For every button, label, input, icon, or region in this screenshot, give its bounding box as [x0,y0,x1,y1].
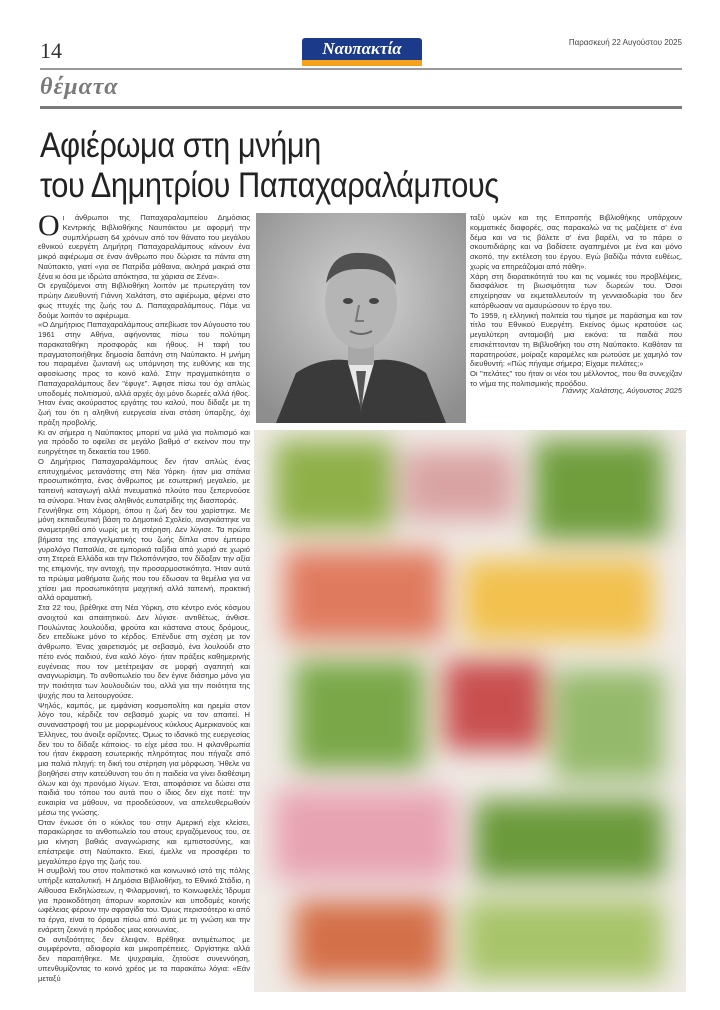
paragraph: ταξύ υμών και της Επιτροπής Βιβλιοθήκης υπάρχουν κομματικές διαφορές, σας παρακαλώ να τις μαζέψετε σ' ένα δέμα και να τις βάλετε σ' ένα βαρέλι, να το πάρει ο σκουπιδιάρης και να βαδίσετε αγαπημένοι με ένα και μόνο σκοπό, την εκτέλεση του έργου. Εγώ βαδίζω πάντα ευθέως, χωρίς να επηρεάζομαι από πάθη». [470,213,682,271]
newspaper-logo [302,38,422,66]
blurred-advertisement [254,430,686,992]
paragraph: Όταν ένιωσε ότι ο κύκλος του στην Αμερική είχε κλείσει, παρακώρησε το ανθοπωλείο του στους εργαζόμενους του, σε μια κίνηση βαθιάς αναγνώρισης και εμπιστοσύνης, και επέστρεψε στη Ναύπακτο. Εκεί, έμελλε να προσφέρει το μεγαλύτερο έργο της ζωής του. [38,817,250,866]
article-column-2 [470,213,682,413]
portrait-photo [256,213,466,423]
paragraph: Οι εργαζόμενοι στη Βιβλιοθήκη λοιπόν με πρωτεργάτη τον πρώην Διευθυντή Γιάννη Χαλάτση, στο αφιέρωμα, φέρνει στο φως πτυχές της ζωής του Δ. Παπαχαραλάμπους. Πάμε να δούμε λοιπόν το αφιέρωμα. [38,281,250,320]
paragraph: Στα 22 του, βρέθηκε στη Νέα Υόρκη, στο κέντρο ενός κόσμου ανοιχτού και απαιτητικού. Δεν λύγισε· αντιθέτως, άνθισε. Πουλώντας λουλούδια, φρούτα και κάστανα στους δρόμους, δεν επεδίωκε μόνο το κέρδος. Επένδυε στη σχέση με τον άνθρωπο. Ένας χαιρετισμός με σεβασμό, ένα λουλούδι στο πέτο ενός παιδιού, ένα καλό λόγο· ήταν πράξεις καθημερινής ευγένειας που τον μετέτρεψαν σε μορφή αγαπητή και αναγνωρίσιμη. Το ανθοπωλείο του δεν έγινε διάσημο μόνο για την ποιότητα των λουλουδιών του, αλλά για την ποιότητα της ψυχής που τα λειτουργούσε. [38,603,250,700]
article-headline [40,126,603,206]
portrait-image [256,213,466,423]
logo-text: Ναυπακτία [322,39,402,58]
paragraph: Κι αν σήμερα η Ναύπακτος μπορεί να μιλά για πολιτισμό και για πρόοδο το οφείλει σε μεγάλο βαθμό σ' εκείνον που την ευηργέτησε τη δεκαετία του 1960. [38,427,250,456]
logo-accent-bar [302,60,422,66]
paragraph: Χάρη στη διορατικότητά του και τις νομικές του προβλέψεις, διασφάλισε τη βιωσιμότητα των δωρεών του. Όσοι επιχείρησαν να εκμεταλλευτούν τη γενναιοδωρία του δεν κατόρθωσαν να αμαυρώσουν το έργο του. [470,271,682,310]
paragraph: Ψηλός, καμπός, με εμφάνιση κοσμοπολίτη και ηρεμία στον λόγο του, κέρδιζε τον σεβασμό χωρίς να τον απαιτεί. Η συναναστροφή του με μορφωμένους κύκλους Αμερικανούς και Έλληνες, του άνοιξε ορίζοντες. Όμως το ιδανικό της ευεργεσίας δεν του το δίδαξε κάποιος· το είχε μέσα του. Η φιλανθρωπία του ήταν έκφραση εσωτερικής πληρότητας που πήγαζε από μια παλιά πληγή: τη δική του στέρηση για μόρφωση. Ήθελε να βοηθήσει στην κατεύθυνση του ότι η παιδεία να γίνει διαθέσιμη όλων και όχι προνόμιο λίγων. Έτσι, αποφάσισε να δώσει στα παιδιά του τόπου του αυτά που ο ίδιος δεν είχε ποτέ: την ευκαιρία να μάθουν, να προοδεύσουν, να απελευθερωθούν μέσω της γνώσης. [38,700,250,817]
paragraph: Η συμβολή του στον πολιτιστικό και κοινωνικό ιστό της πόλης υπήρξε καταλυτική. Η Δημόσια Βιβλιοθήκη, το Εθνικό Στάδιο, η Αίθουσα Εκδηλώσεων, η Φιλαρμονική, το Κοινωφελές Ίδρυμα για προικοδότηση άπορων κοριτσιών και υποδομές κοινής ωφέλειας φέρουν την σφραγίδα του. Όμως περισσότερο κι από τα έργα, είναι το όραμα πίσω από αυτά με τη γνώση και την ενάρετη ζεκινά η πρόοδος μιας κοινωνίας. [38,866,250,934]
page-number: 14 [40,38,62,63]
advertisement-image [254,430,686,992]
headline-line-2: του Δημητρίου Παπαχαραλάμπους [40,166,499,205]
paragraph: Οι αντιξοότητες δεν έλειψαν. Βρέθηκε αντιμέτωπος με συμφέροντα, αδιαφορία και μικροπρέπειες. Οργίστηκε αλλά δεν παραιτήθηκε. Με ψυχραιμία, ζητούσε συνεννόηση, υπενθυμίζοντας το κοινό χρέος με τα παρακάτω λόγια: «Εάν μεταξύ [38,934,250,983]
section-title: θέματα [40,74,119,100]
header-divider [40,68,682,70]
issue-date: Παρασκευή 22 Αυγούστου 2025 [568,38,682,47]
author-signature: Γιάννης Χαλάτσης, Αύγουστος 2025 [562,386,682,395]
paragraph: «Ο Δημήτριος Παπαχαραλάμπους απεβίωσε τον Αύγουστο του 1961 στην Αθήνα, αφήνοντας πίσω του πολύτιμη παρακαταθήκη προσφοράς και ήθους. Η ταφή του πραγματοποιήθηκε δημοσία δαπάνη στη Ναύπακτο. Η μνήμη του παραμένει ζωντανή ως υπόμνηση της ευθύνης και της αφοσίωσης προς το κοινό καλό. Στην πραγματικότητα ο Παπαχαραλάμπους δεν "έφυγε". Άφησε πίσω του όχι απλώς υποδομές πολιτισμού, αλλά αρχές όχι μόνο δωρεές αλλά ήθος. Ήταν ένας ακούραστος εργάτης του καλού, που δίδαξε με τη ζωή του ότι η αληθινή ευεργεσία είναι στάση ύπαρξης, όχι πράξη προβολής. [38,320,250,427]
drop-cap: Ο [38,213,60,242]
paragraph: Οι "πελάτες" του ήταν οι νέοι του μέλλοντος, που θα συνεχίζαν το νήμα της πολιτισμικής προόδου. [470,369,682,388]
article-column-1 [38,213,250,993]
paragraph: Γεννήθηκε στη Χόμορη, όπου η ζωή δεν του χαρίστηκε. Με μόνη εκπαιδευτική βάση το Δημοτικό Σχολείο, αναγκάστηκε να αναμετρηθεί από νωρίς με τη στέρηση. Δεν λύγισε. Τα πρώτα βήματα της επαγγελματικής του ζωής δίπλα στον έμπειρο γυρολόγο Παπαϊλία, σε εμπορικά ταξίδια από χωριό σε χωριό στη Στερεά Ελλάδα και την Πελοπόννησο, τον δίδαξαν την αξία της επιμονής, την αντοχή, την προσαρμοστικότητα. Ήταν αυτά τα πρώιμα μαθήματα ζωής που του έδωσαν τα θεμέλια για να χτίσει μια προσωπικότητα μαχητική αλλά ταπεινή, πρακτική αλλά οραματική. [38,505,250,603]
headline-line-1: Αφιέρωμα στη μνήμη [40,126,321,165]
section-divider [40,106,682,109]
paragraph: Το 1959, η ελληνική πολιτεία του τίμησε με παράσημα και τον τίτλο του Εθνικού Ευεργέτη. Εκείνος όμως κρατούσε ως μεγαλύτερη ανταμοιβή μια εικόνα: τα παιδιά που επισκέπτονταν τη Βιβλιοθήκη του στη Ναύπακτο. Καθόταν τα παρατηρούσε, μοίραζε καραμέλες και ρωτούσε με χαμηλό τον διευθυντή: «Πώς πήγαμε σήμερα; Είχαμε πελάτες;» [470,310,682,369]
paragraph: ι άνθρωποι της Παπαχαραλαμπείου Δημόσιας Κεντρικής Βιβλιοθήκης Ναυπάκτου με αφορμή την συμπλήρωση 64 χρόνων από τον θάνατο του μεγάλου εθνικού ευεργέτη Δημήτρη Παπαχαραλάμπους κάνουν ένα μικρό αφιέρωμα σε έναν άνθρωπο που δώρισε τα πάντα στη Ναύπακτο, γιατί «για σε Πατρίδα μάθαινα, ακληρά μακριά στα ξένα κι όσα με ιδρώτα απόκτησα, τα χάρισα σε Σένα». [38,213,250,281]
paragraph: Ο Δημήτριος Παπαχαραλάμπους δεν ήταν απλώς ένας επιτυχημένος μετανάστης στη Νέα Υόρκη· ήταν μια σπάνια προσωπικότητα, ένας άνθρωπος με εσωτερική μεγαλείο, με ταπεινή καταγωγή αλλά πνευματικό πλούτο που ξεπερνούσε τα σύνορα. Ήταν ένας αληθινός ευπατρίδης της διασποράς. [38,456,250,505]
